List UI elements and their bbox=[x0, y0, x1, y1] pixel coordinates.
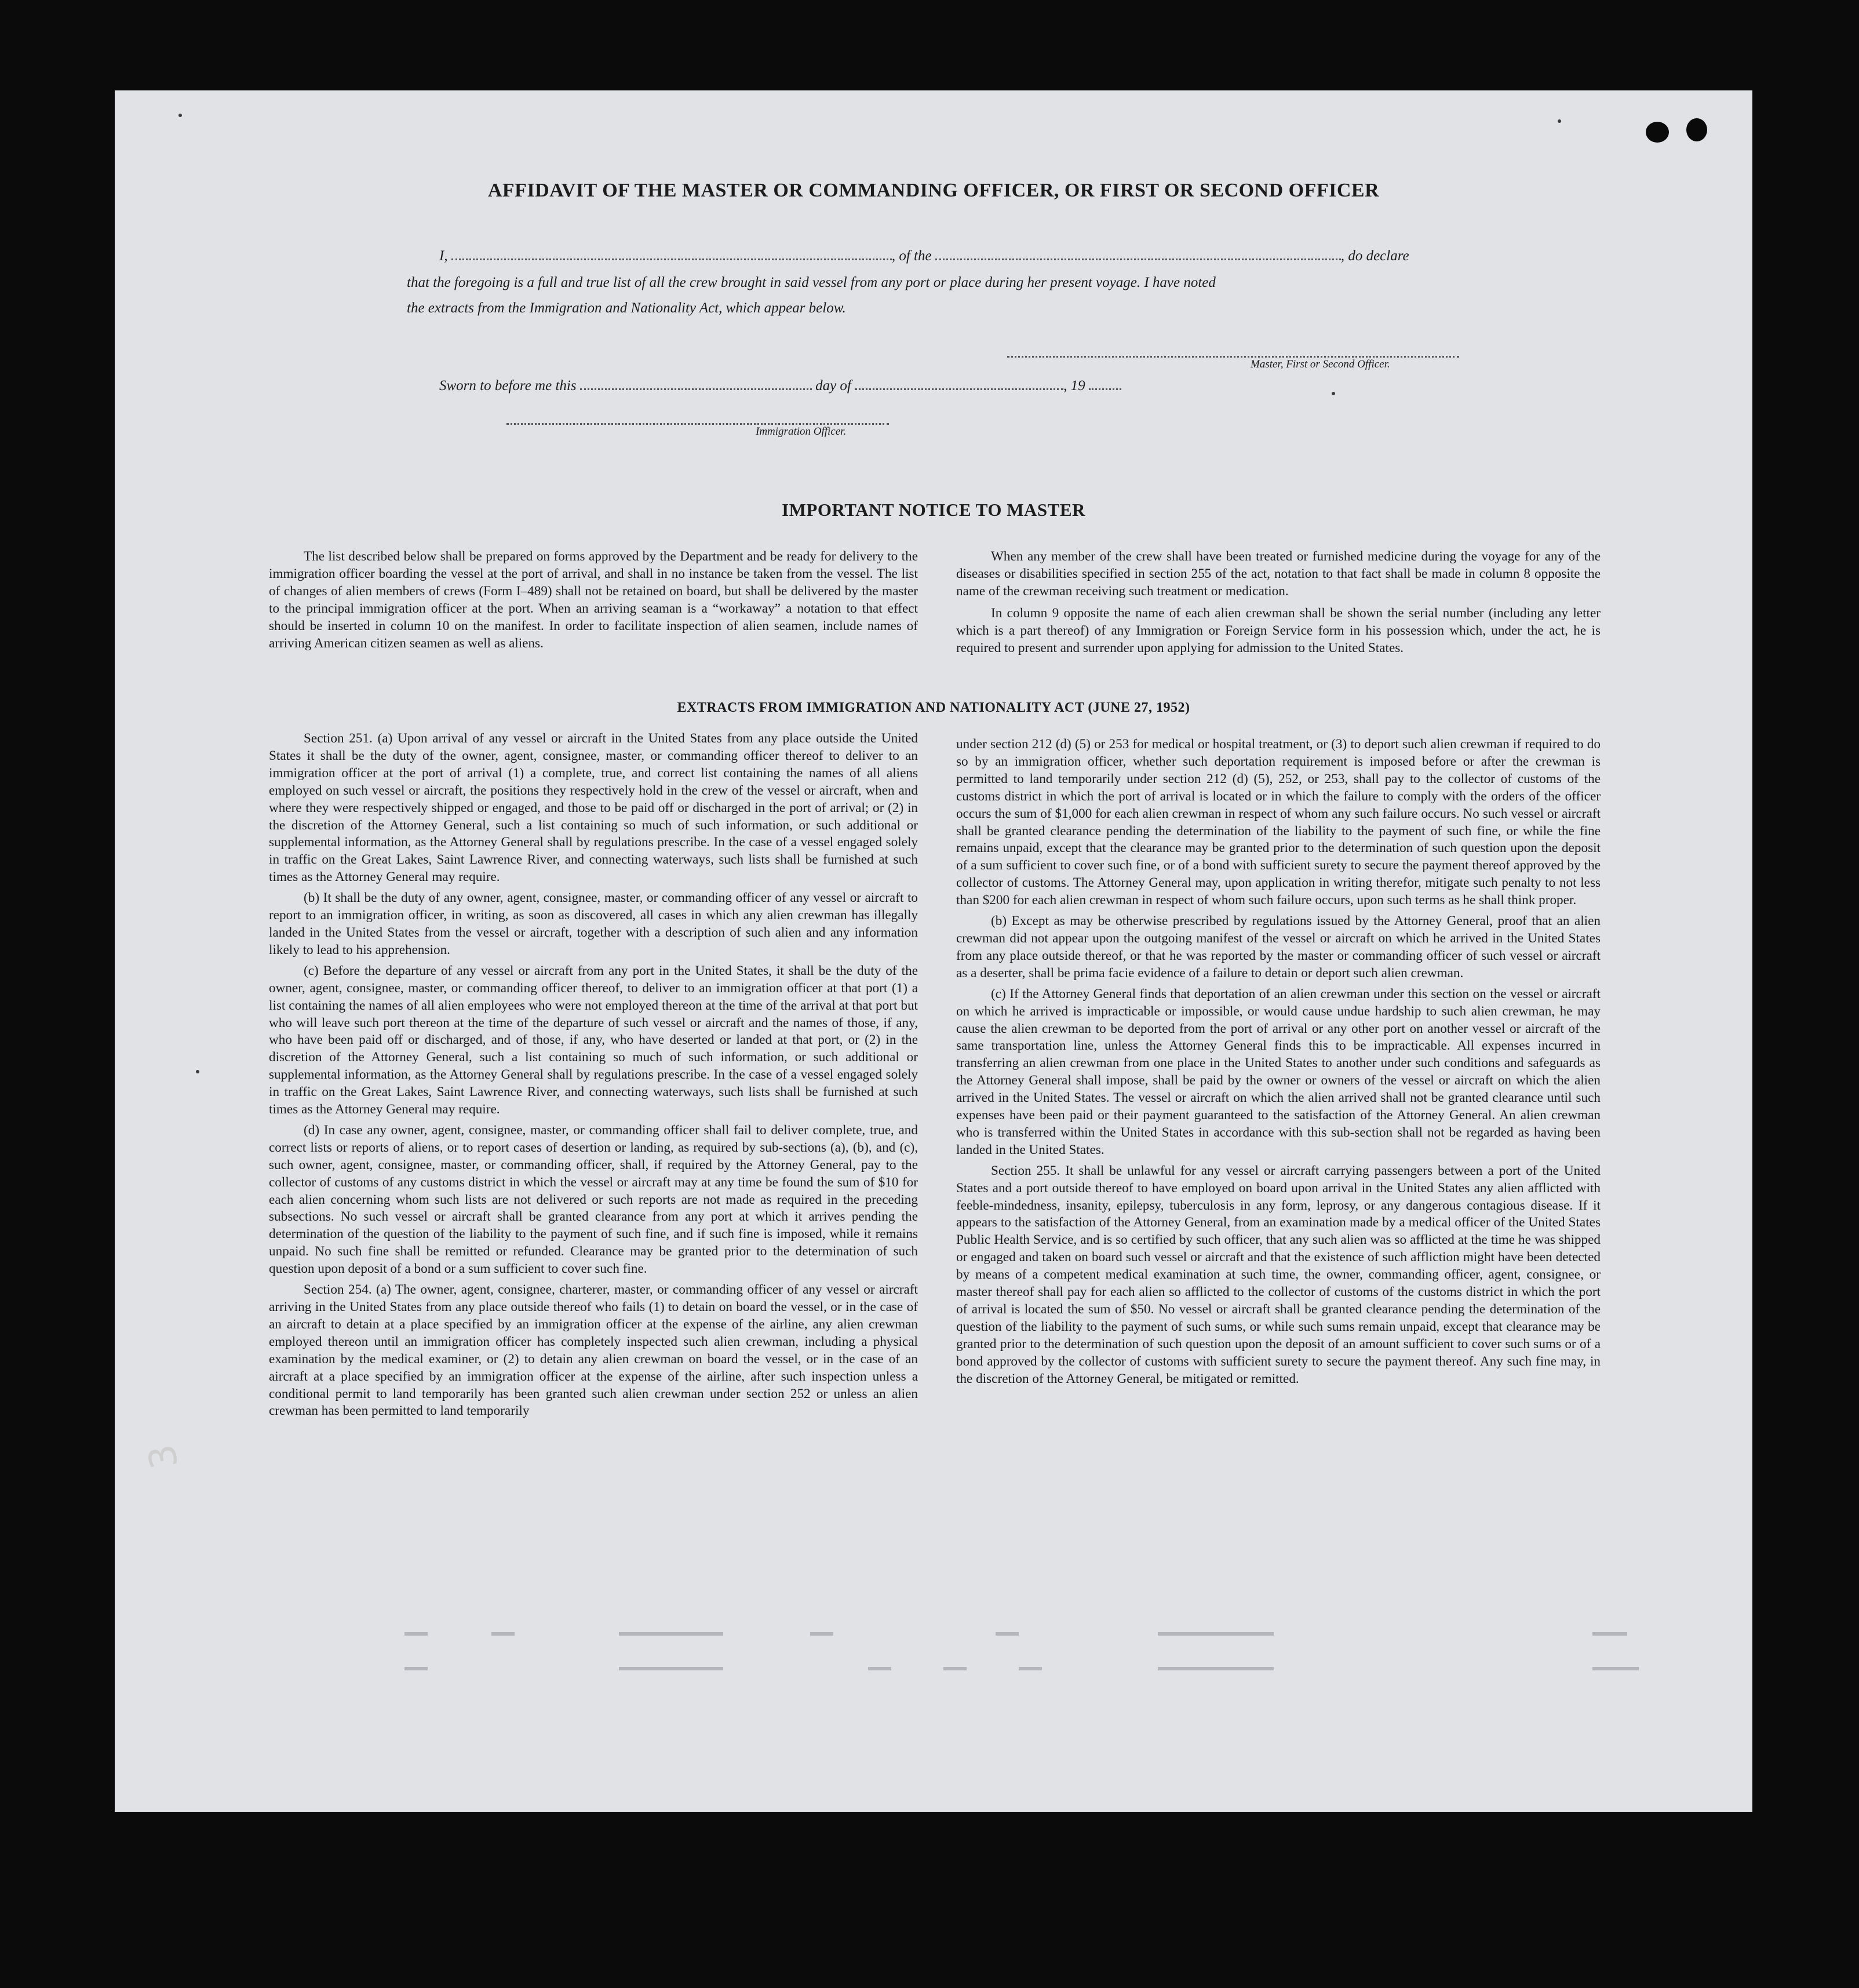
declaration-text-line-3: the extracts from the Immigration and Nationality Act, which appear below. bbox=[407, 300, 846, 316]
extracts-left-column bbox=[269, 730, 918, 1420]
notice-right-paragraph-2: In column 9 opposite the name of each alien crewman shall be shown the serial number (including any letter which is a part thereof) of any Immigration or Foreign Service form in his possession which, under the act, he is required to present and surrender upon applying for admission to the United States. bbox=[956, 605, 1601, 656]
sworn-prefix: Sworn to before me this bbox=[439, 378, 577, 394]
bleed-through-mark bbox=[1592, 1632, 1627, 1636]
sworn-day-blank[interactable] bbox=[580, 378, 812, 390]
bleed-through-mark bbox=[1592, 1667, 1639, 1670]
name-blank[interactable] bbox=[451, 248, 892, 260]
immigration-officer-signature-line[interactable] bbox=[506, 413, 889, 425]
speck bbox=[1558, 119, 1561, 123]
bleed-through-mark bbox=[1158, 1667, 1274, 1670]
speck bbox=[1332, 392, 1335, 395]
section-251-c: (c) Before the departure of any vessel or aircraft from any port in the United States, it shall be the duty of the owner, agent, consignee, master, or commanding officer thereof, to deliver to an immigration officer at that port (1) a list containing the names of all alien employees who were not employed thereon at the time of the arrival at that port but who will leave such port thereon at the time of the departure of such vessel or aircraft and the names of those, if any, who have been paid off or discharged, and of those, if any, who have deserted or landed at that port, or (2) in the discretion of the Attorney General, such a list containing so much of such information, or such additional or supplemental information, as the Attorney General shall by regulations prescribe. In the case of a vessel engaged solely in traffic on the Great Lakes, Saint Lawrence River, and connecting waterways, such lists shall be furnished at such times as the Attorney General may require. bbox=[269, 963, 918, 1117]
section-254-b: (b) Except as may be otherwise prescribed by regulations issued by the Attorney General, proof that an alien crewman did not appear upon the outgoing manifest of the vessel or aircraft on which he arrived in the United States from any place outside thereof, or that he was reported by the master or commanding officer of such vessel or aircraft as a deserter, shall be prima facie evidence of a failure to detain or deport such alien crewman. bbox=[956, 913, 1601, 981]
bleed-through-mark bbox=[1158, 1632, 1274, 1636]
punch-hole bbox=[1646, 122, 1669, 143]
immigration-officer-caption: Immigration Officer. bbox=[756, 425, 847, 438]
declaration-of-the: , of the bbox=[891, 248, 932, 264]
master-signature-line[interactable] bbox=[1007, 345, 1459, 358]
bleed-through-mark bbox=[404, 1667, 428, 1670]
notice-right-column bbox=[956, 548, 1601, 657]
speck bbox=[196, 1070, 199, 1073]
section-254-a-continued: under section 212 (d) (5) or 253 for medical or hospital treatment, or (3) to deport such alien crewman if required to do so by an immigration officer, whether such deportation requirement is imposed before or after the crewman is permitted to land temporarily under section 212 (d) (5), 252, or 253, shall pay to the collector of customs of the customs district in which the port of arrival is located or in which the failure to comply with the orders of the officer occurs the sum of $1,000 for each alien crewman in respect of whom any such failure occurs. No such vessel or aircraft shall be granted clearance pending the determination of the liability to the payment of such fine, or while the fine remains unpaid, except that the clearance may be granted prior to the determination of such question upon the deposit of a sum sufficient to cover such fine, or of a bond with sufficient surety to secure the payment thereof approved by the collector of customs. The Attorney General may, upon application in writing therefor, mitigate such penalty to not less than $200 for each alien crewman in respect of whom such failure occurs, upon such terms as he shall think proper. bbox=[956, 737, 1601, 908]
declaration-do-declare: , do declare bbox=[1340, 248, 1409, 264]
declaration-text-line-2: that the foregoing is a full and true list of all the crew brought in said vessel from any port or place during her present voyage. I have noted bbox=[407, 275, 1216, 290]
affidavit-title: AFFIDAVIT OF THE MASTER OR COMMANDING OFFICER, OR FIRST OR SECOND OFFICER bbox=[487, 180, 1380, 201]
handwritten-margin-mark: 3 bbox=[140, 1441, 187, 1472]
bleed-through-mark bbox=[404, 1632, 428, 1636]
extracts-title: EXTRACTS FROM IMMIGRATION AND NATIONALITY ACT (JUNE 27, 1952) bbox=[677, 700, 1190, 715]
notice-left-paragraph: The list described below shall be prepared on forms approved by the Department and be ready for delivery to the immigration officer boarding the vessel at the port of arrival, and shall in no instance be taken from the vessel. The list of changes of alien members of crews (Form I–489) shall not be retained on board, but shall be delivered by the master to the principal immigration officer at the port. When an arriving seaman is a “workaway” a notation to that effect should be inserted in column 10 on the manifest. In order to facilitate inspection of alien seamen, include names of arriving American citizen seamen as well as aliens. bbox=[269, 549, 918, 651]
declaration-line bbox=[439, 248, 1409, 264]
bleed-through-mark bbox=[491, 1632, 515, 1636]
extracts-right-column bbox=[956, 736, 1601, 1388]
notice-title: IMPORTANT NOTICE TO MASTER bbox=[782, 500, 1085, 520]
speck bbox=[178, 114, 182, 117]
sworn-month-blank[interactable] bbox=[855, 378, 1063, 390]
bleed-through-mark bbox=[1019, 1667, 1042, 1670]
vessel-blank[interactable] bbox=[935, 248, 1341, 260]
punch-hole bbox=[1686, 118, 1707, 141]
section-254-c: (c) If the Attorney General finds that deportation of an alien crewman under this section on the vessel or aircraft on which he arrived is impracticable or impossible, or would cause undue hardship to such alien crewman, he may cause the alien crewman to be deported from the port of arrival or any other port on another vessel or aircraft of the same transportation line, unless the Attorney General finds this to be impracticable. All expenses incurred in transferring an alien crewman from one place in the United States to another under such conditions and safeguards as the Attorney General shall impose, shall be paid by the owner or owners of the vessel or aircraft on which the alien arrived in the United States. The vessel or aircraft on which the alien arrived shall not be granted clearance until such expenses have been paid or their payment guaranteed to the satisfaction of the Attorney General. An alien crewman who is transferred within the United States in accordance with this sub-section shall not be regarded as having been landed in the United States. bbox=[956, 986, 1601, 1157]
document-page bbox=[115, 90, 1752, 1812]
sworn-line bbox=[439, 378, 1121, 394]
bleed-through-mark bbox=[996, 1632, 1019, 1636]
section-255: Section 255. It shall be unlawful for any vessel or aircraft carrying passengers between a port of the United States and a port outside thereof to have employed on board upon arrival in the United States any alien afflicted with feeble-mindedness, insanity, epilepsy, tuberculosis in any form, leprosy, or any dangerous contagious disease. If it appears to the satisfaction of the Attorney General, from an examination made by a medical officer of the United States Public Health Service, and is so certified by such officer, that any such alien was so afflicted at the time he was shipped or engaged and taken on board such vessel or aircraft and that the existence of such affliction might have been detected by means of a competent medical examination at such time, the owner, commanding officer, agent, consignee, or master thereof shall pay for each alien so afflicted to the collector of customs of the customs district in which the port of arrival is located the sum of $50. No vessel or aircraft shall be granted clearance pending the determination of the question of the liability to the payment of such sums, or while such sums remain unpaid, except that clearance may be granted prior to the determination of such question upon the deposit of an amount sufficient to cover such sums or of a bond approved by the collector of customs with sufficient surety to secure the payment thereof. Any such fine may, in the discretion of the Attorney General, be mitigated or remitted. bbox=[956, 1163, 1601, 1386]
master-signature-caption: Master, First or Second Officer. bbox=[1251, 358, 1390, 370]
sworn-day-of: day of bbox=[815, 378, 851, 394]
section-254-a: Section 254. (a) The owner, agent, consignee, charterer, master, or commanding officer of any vessel or aircraft arriving in the United States from any place outside thereof who fails (1) to detain on board the vessel, or in the case of an aircraft to detain at a place specified by an immigration officer at the expense of the airline, any alien crewman employed thereon until an immigration officer has completely inspected such alien crewman, including a physical examination by the medical examiner, or (2) to detain any alien crewman on board the vessel, or in the case of an aircraft at a place specified by an immigration officer at the expense of the airline, after such inspection unless a conditional permit to land temporarily has been granted such alien crewman under section 252 or unless an alien crewman has been permitted to land temporarily bbox=[269, 1282, 918, 1419]
section-251-d: (d) In case any owner, agent, consignee, master, or commanding officer shall fail to deliver complete, true, and correct lists or reports of aliens, or to report cases of desertion or landing, as required by sub-sections (a), (b), and (c), such owner, agent, consignee, master, or commanding officer, shall, if required by the Attorney General, pay to the collector of customs of any customs district in which the vessel or aircraft may at any time be found the sum of $10 for each alien concerning whom such lists are not delivered or such reports are not made as required in the preceding subsections. No such vessel or aircraft shall be granted clearance from any port at which it arrives pending the determination of the question of the liability to the payment of such fine, and if such fine is imposed, while it remains unpaid. No such fine shall be remitted or refunded. Clearance may be granted prior to the determination of such question upon deposit of a bond or a sum sufficient to cover such fine. bbox=[269, 1122, 918, 1277]
bleed-through-mark bbox=[619, 1667, 723, 1670]
sworn-year: , 19 bbox=[1063, 378, 1085, 394]
bleed-through-mark bbox=[943, 1667, 967, 1670]
sworn-year-blank[interactable] bbox=[1089, 378, 1121, 390]
bleed-through-mark bbox=[810, 1632, 833, 1636]
section-251-a: Section 251. (a) Upon arrival of any vessel or aircraft in the United States from any place outside the United States it shall be the duty of the owner, agent, consignee, master, or commanding officer thereof to deliver to an immigration officer at the port of arrival (1) a complete, true, and correct list containing the names of all aliens employed on such vessel or aircraft, the positions they respectively hold in the crew of the vessel or aircraft, when and where they were respectively shipped or engaged, and those to be paid off or discharged in the port of arrival; or (2) in the discretion of the Attorney General, such a list containing so much of such information, or such additional or supplemental information, as the Attorney General shall by regulations prescribe. In the case of a vessel engaged solely in traffic on the Great Lakes, Saint Lawrence River, and connecting waterways, such lists shall be furnished at such times as the Attorney General may require. bbox=[269, 731, 918, 885]
section-251-b: (b) It shall be the duty of any owner, agent, consignee, master, or commanding officer of any vessel or aircraft to report to an immigration officer, in writing, as soon as discovered, all cases in which any alien crewman has illegally landed in the United States from the vessel or aircraft, together with a description of such alien and any information likely to lead to his apprehension. bbox=[269, 890, 918, 957]
declaration-i: I, bbox=[439, 248, 448, 264]
bleed-through-mark bbox=[868, 1667, 891, 1670]
notice-right-paragraph-1: When any member of the crew shall have been treated or furnished medicine during the voyage for any of the diseases or disabilities specified in section 255 of the act, notation to that fact shall be made in column 8 opposite the name of the crewman receiving such treatment or medication. bbox=[956, 549, 1601, 599]
notice-left-column bbox=[269, 548, 918, 652]
bleed-through-mark bbox=[619, 1632, 723, 1636]
